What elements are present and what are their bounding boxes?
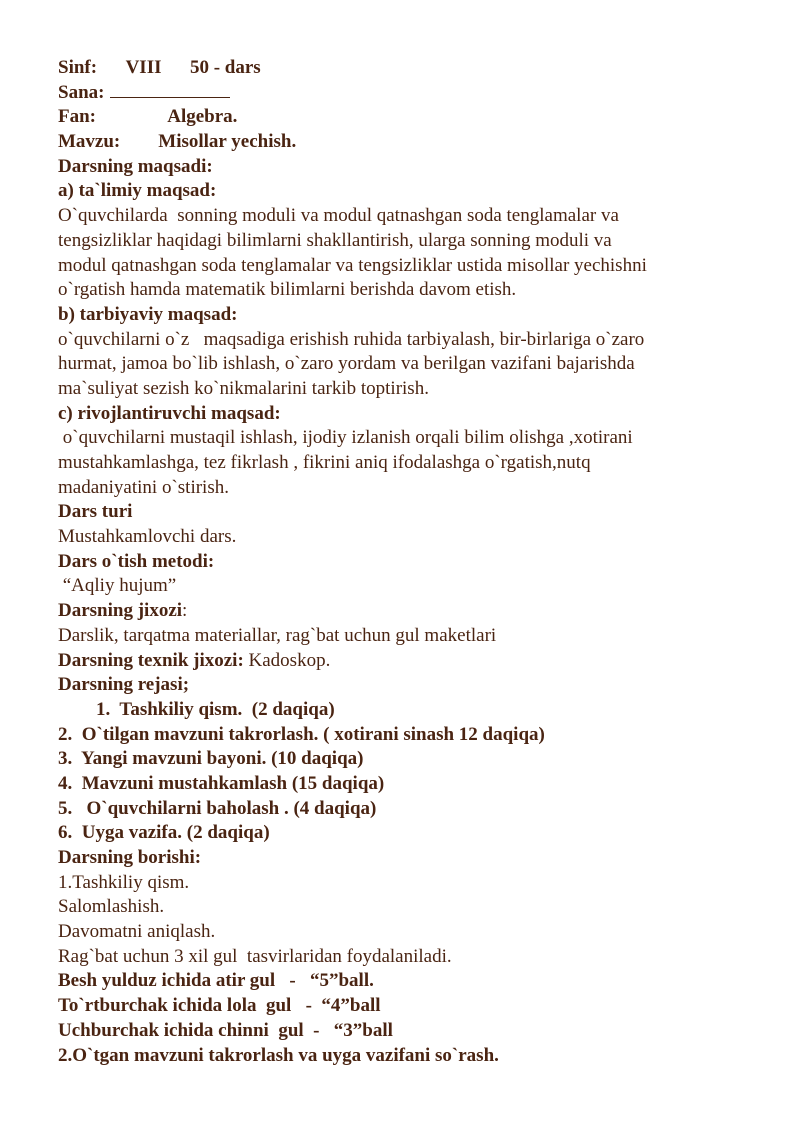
progress-line: 1.Tashkiliy qism. bbox=[58, 871, 190, 893]
goal-a-line: tengsizliklar haqidagi bilimlarni shakllantirish, ularga sonning moduli va bbox=[58, 229, 612, 251]
date-blank-line bbox=[110, 81, 230, 98]
tech-equipment-value: Kadoskop. bbox=[243, 649, 331, 671]
goals-title: Darsning maqsadi: bbox=[58, 155, 213, 177]
sinf-label: Sinf: bbox=[58, 57, 98, 78]
goal-a-line: modul qatnashgan soda tenglamalar va tengsizliklar ustida misollar yechishni bbox=[58, 254, 647, 276]
goal-a-line: o`rgatish hamda matematik bilimlarni berishda davom etish. bbox=[58, 279, 517, 301]
plan-item: 4. Mavzuni mustahkamlash (15 daqiqa) bbox=[58, 772, 385, 794]
lesson-plan-document bbox=[58, 56, 758, 1068]
progress-title: Darsning borishi: bbox=[58, 847, 202, 868]
plan-item: 1. Tashkiliy qism. (2 daqiqa) bbox=[96, 698, 335, 720]
mavzu-value: Misollar yechish. bbox=[158, 131, 297, 153]
progress-line: Rag`bat uchun 3 xil gul tasvirlaridan foydalaniladi. bbox=[58, 945, 452, 967]
plan-item: 3. Yangi mavzuni bayoni. (10 daqiqa) bbox=[58, 748, 364, 770]
goal-a-title: a) ta`limiy maqsad: bbox=[58, 180, 217, 202]
header-class-line bbox=[58, 56, 758, 81]
method-value: “Aqliy hujum” bbox=[58, 575, 177, 597]
lesson-number: 50 - dars bbox=[189, 57, 261, 78]
section-heading: 2.O`tgan mavzuni takrorlash va uyga vazifani so`rash. bbox=[58, 1044, 499, 1066]
goal-c-line: mustahkamlashga, tez fikrlash , fikrini aniq ifodalashga o`rgatish,nutq bbox=[58, 452, 591, 473]
method-label: Dars o`tish metodi: bbox=[58, 550, 215, 572]
goal-c-title: c) rivojlantiruvchi maqsad: bbox=[58, 402, 281, 424]
header-subject-line bbox=[58, 105, 758, 130]
reward-line: Besh yulduz ichida atir gul - “5”ball. bbox=[58, 970, 374, 992]
progress-line: Davomatni aniqlash. bbox=[58, 921, 216, 943]
goal-b-title: b) tarbiyaviy maqsad: bbox=[58, 303, 238, 325]
goal-b-line: ma`suliyat sezish ko`nikmalarini tarkib toptirish. bbox=[58, 377, 429, 399]
equipment-label-line bbox=[58, 599, 758, 624]
plan-item: 6. Uyga vazifa. (2 daqiqa) bbox=[58, 822, 270, 844]
fan-value: Algebra. bbox=[167, 106, 238, 128]
lesson-type-label: Dars turi bbox=[58, 501, 133, 523]
lesson-type-value: Mustahkamlovchi dars. bbox=[58, 526, 237, 548]
mavzu-label: Mavzu: bbox=[58, 131, 121, 153]
header-topic-line bbox=[58, 130, 758, 155]
sinf-value: VIII bbox=[125, 57, 162, 78]
equipment-colon: : bbox=[182, 600, 188, 622]
reward-line: Uchburchak ichida chinni gul - “3”ball bbox=[58, 1019, 393, 1041]
goal-b-line: hurmat, jamoa bo`lib ishlash, o`zaro yordam va berilgan vazifani bajarishda bbox=[58, 353, 635, 375]
tech-equipment-label: Darsning texnik jixozi: bbox=[58, 649, 244, 671]
plan-item: 2. O`tilgan mavzuni takrorlash. ( xotirani sinash 12 daqiqa) bbox=[58, 723, 545, 745]
sana-label: Sana: bbox=[58, 81, 105, 103]
goal-c-line: madaniyatini o`stirish. bbox=[58, 476, 229, 498]
reward-line: To`rtburchak ichida lola gul - “4”ball bbox=[58, 995, 381, 1017]
fan-label: Fan: bbox=[58, 106, 96, 128]
goal-c-line: o`quvchilarni mustaqil ishlash, ijodiy izlanish orqali bilim olishga ,xotirani bbox=[58, 427, 633, 449]
plan-title: Darsning rejasi; bbox=[58, 674, 190, 696]
equipment-label: Darsning jixozi bbox=[58, 600, 183, 622]
tech-equipment-line bbox=[58, 649, 758, 674]
goal-a-line: O`quvchilarda sonning moduli va modul qatnashgan soda tenglamalar va bbox=[58, 205, 619, 227]
equipment-value: Darslik, tarqatma materiallar, rag`bat uchun gul maketlari bbox=[58, 624, 497, 646]
goal-b-line: o`quvchilarni o`z maqsadiga erishish ruhida tarbiyalash, bir-birlariga o`zaro bbox=[58, 328, 645, 350]
plan-item: 5. O`quvchilarni baholash . (4 daqiqa) bbox=[58, 797, 377, 819]
progress-line: Salomlashish. bbox=[58, 896, 165, 918]
header-date-line bbox=[58, 81, 758, 106]
